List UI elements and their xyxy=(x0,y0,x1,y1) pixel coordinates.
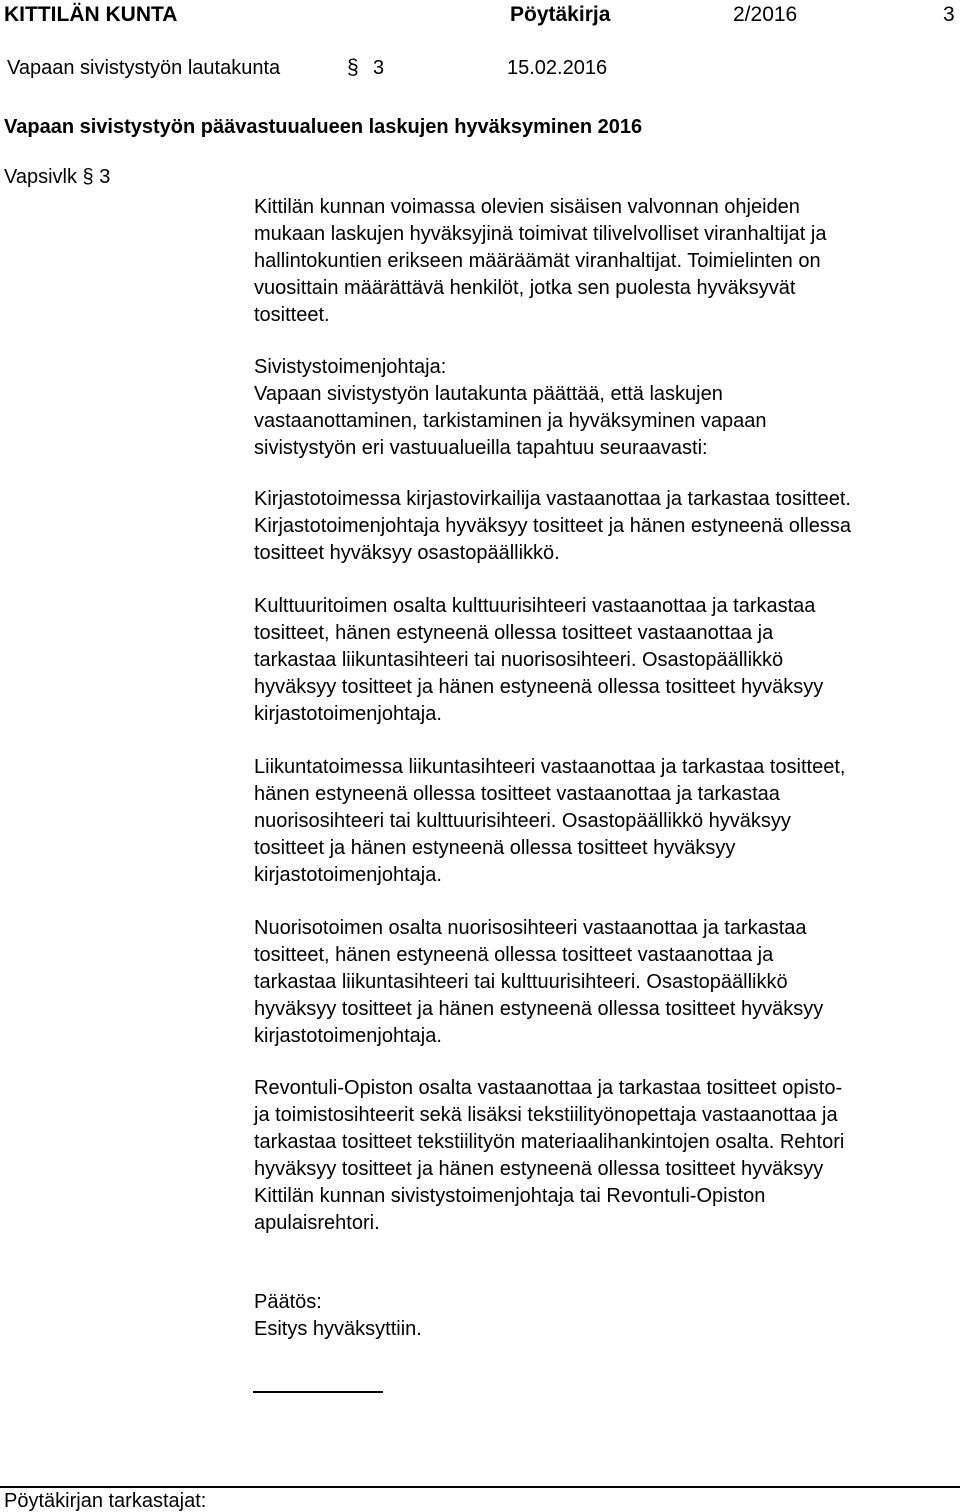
text-line: Kirjastotoimessa kirjastovirkailija vastaanottaa ja tarkastaa tositteet. xyxy=(254,488,851,510)
meeting-date: 15.02.2016 xyxy=(507,57,608,79)
text-line: Kittilän kunnan voimassa olevien sisäisen valvonnan ohjeiden xyxy=(254,196,800,218)
text-line: hyväksyy tositteet ja hänen estyneenä ollessa tositteet hyväksyy xyxy=(254,1158,824,1180)
text-line: tarkastaa liikuntasihteeri tai nuorisosihteeri. Osastopäällikkö xyxy=(254,649,784,671)
paragraph-library xyxy=(254,486,954,567)
text-line: tositteet ja hänen estyneenä ollessa tositteet hyväksyy xyxy=(254,837,736,859)
text-line: hallintokuntien erikseen määräämät viranhaltijat. Toimielinten on xyxy=(254,250,821,272)
paragraph-sports xyxy=(254,754,954,889)
section-id: Vapsivlk § 3 xyxy=(4,166,111,188)
text-line: apulaisrehtori. xyxy=(254,1212,380,1234)
paragraph-revontuli xyxy=(254,1075,954,1237)
signature-line xyxy=(253,1391,383,1393)
text-line: tarkastaa liikuntasihteeri tai kulttuurisihteeri. Osastopäällikkö xyxy=(254,971,788,993)
paragraph-intro xyxy=(254,194,954,329)
text-line: tositteet. xyxy=(254,304,330,326)
text-line: kirjastotoimenjohtaja. xyxy=(254,864,442,886)
committee-name: Vapaan sivistystyön lautakunta xyxy=(7,57,281,79)
text-line: ja toimistosihteerit sekä lisäksi tekstiilityönopettaja vastaanottaa ja xyxy=(254,1104,838,1126)
proposer-label: Sivistystoimenjohtaja: xyxy=(254,356,447,378)
text-line: mukaan laskujen hyväksyjinä toimivat tilivelvolliset viranhaltijat ja xyxy=(254,223,827,245)
text-line: Vapaan sivistystyön lautakunta päättää, että laskujen xyxy=(254,383,723,405)
document-type: Pöytäkirja xyxy=(510,3,611,26)
text-line: tositteet, hänen estyneenä ollessa tositteet vastaanottaa ja xyxy=(254,944,774,966)
document-number: 2/2016 xyxy=(733,3,798,26)
decision-text: Esitys hyväksyttiin. xyxy=(254,1318,422,1340)
text-line: Nuorisotoimen osalta nuorisosihteeri vastaanottaa ja tarkastaa xyxy=(254,917,807,939)
paragraph-proposal xyxy=(254,354,954,462)
text-line: Revontuli-Opiston osalta vastaanottaa ja tarkastaa tositteet opisto- xyxy=(254,1077,843,1099)
paragraph-youth xyxy=(254,915,954,1050)
footer-reviewers-label: Pöytäkirjan tarkastajat: xyxy=(4,1490,207,1512)
text-line: Kittilän kunnan sivistystoimenjohtaja tai Revontuli-Opiston xyxy=(254,1185,766,1207)
paragraph-decision xyxy=(254,1289,954,1343)
text-line: sivistystyön eri vastuualueilla tapahtuu seuraavasti: xyxy=(254,437,708,459)
text-line: vastaanottaminen, tarkistaminen ja hyväksyminen vapaan xyxy=(254,410,767,432)
text-line: kirjastotoimenjohtaja. xyxy=(254,1025,442,1047)
organization-name: KITTILÄN KUNTA xyxy=(4,3,178,26)
decision-label: Päätös: xyxy=(254,1291,322,1313)
text-line: Kirjastotoimenjohtaja hyväksyy tositteet ja hänen estyneenä ollessa xyxy=(254,515,852,537)
text-line: tarkastaa tositteet tekstiilityön materiaalihankintojen osalta. Rehtori xyxy=(254,1131,845,1153)
text-line: hyväksyy tositteet ja hänen estyneenä ollessa tositteet hyväksyy xyxy=(254,998,824,1020)
meeting-number: 3 xyxy=(373,57,385,79)
page-number: 3 xyxy=(943,3,955,26)
text-line: hyväksyy tositteet ja hänen estyneenä ollessa tositteet hyväksyy xyxy=(254,676,824,698)
section-symbol: § xyxy=(347,56,359,79)
text-line: Kulttuuritoimen osalta kulttuurisihteeri vastaanottaa ja tarkastaa xyxy=(254,595,816,617)
text-line: tositteet, hänen estyneenä ollessa tositteet vastaanottaa ja xyxy=(254,622,774,644)
text-line: hänen estyneenä ollessa tositteet vastaanottaa ja tarkastaa xyxy=(254,783,780,805)
text-line: kirjastotoimenjohtaja. xyxy=(254,703,442,725)
paragraph-culture xyxy=(254,593,954,728)
text-line: tositteet hyväksyy osastopäällikkö. xyxy=(254,542,560,564)
text-line: Liikuntatoimessa liikuntasihteeri vastaanottaa ja tarkastaa tositteet, xyxy=(254,756,846,778)
text-line: vuosittain määrättävä henkilöt, jotka sen puolesta hyväksyvät xyxy=(254,277,796,299)
section-title: Vapaan sivistystyön päävastuualueen laskujen hyväksyminen 2016 xyxy=(4,116,643,138)
text-line: nuorisosihteeri tai kulttuurisihteeri. Osastopäällikkö hyväksyy xyxy=(254,810,791,832)
footer-divider xyxy=(0,1486,960,1488)
